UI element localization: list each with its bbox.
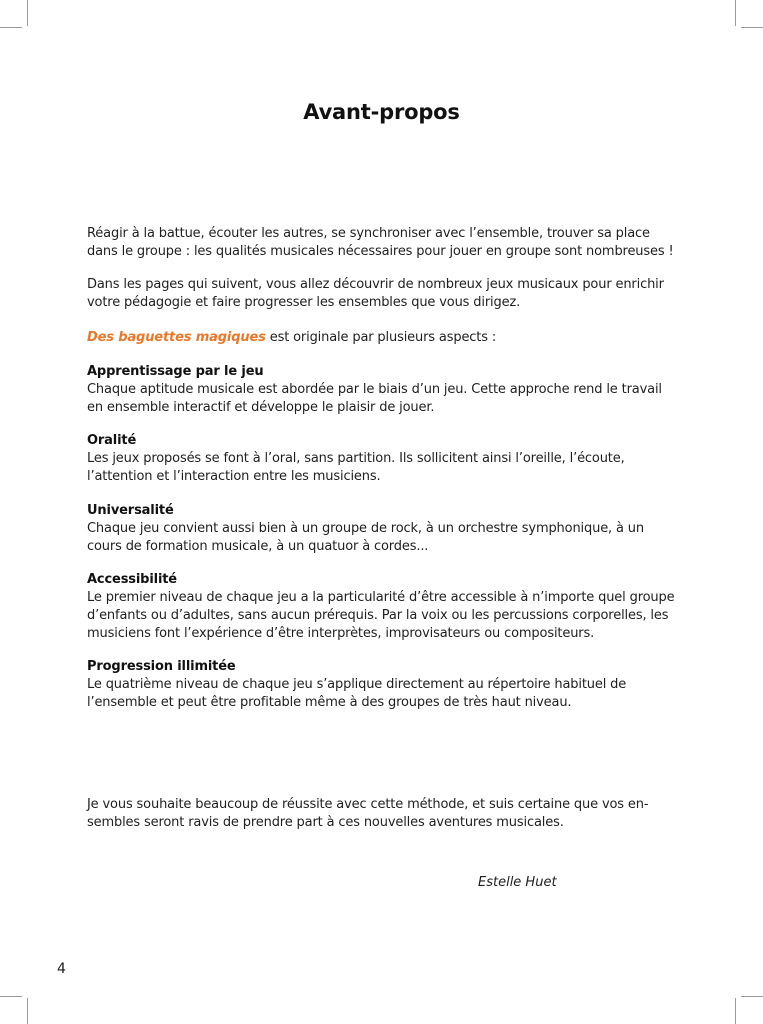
crop-mark	[27, 0, 28, 26]
intro-aspects-line	[87, 329, 687, 347]
text-line: Réagir à la battue, écouter les autres, se synchroniser avec l’ensemble, trouver sa place	[87, 226, 650, 241]
feature-section	[87, 363, 687, 417]
text-line: d’enfants ou d’adultes, sans aucun prérequis. Par la voix ou les percussions corporelles, les	[87, 608, 669, 623]
text-line: Chaque aptitude musicale est abordée par le biais d’un jeu. Cette approche rend le travail	[87, 382, 662, 397]
feature-title: Progression illimitée	[87, 659, 236, 674]
text-line: Je vous souhaite beaucoup de réussite avec cette méthode, et suis certaine que vos en-	[87, 797, 649, 812]
text-line: en ensemble interactif et développe le plaisir de jouer.	[87, 400, 435, 415]
author-signature: Estelle Huet	[478, 875, 557, 890]
closing-paragraph	[87, 796, 687, 832]
feature-section	[87, 658, 687, 712]
crop-mark	[27, 998, 28, 1024]
text-line: Les jeux proposés se font à l’oral, sans partition. Ils sollicitent ainsi l’oreille, l’écoute,	[87, 451, 625, 466]
book-title: Des baguettes magiques	[87, 330, 266, 345]
page-title: Avant-propos	[303, 100, 460, 124]
intro-paragraph-2	[87, 276, 687, 312]
text-line: Dans les pages qui suivent, vous allez découvrir de nombreux jeux musicaux pour enrichir	[87, 277, 664, 292]
text-line: l’ensemble et peut être profitable même à des groupes de très haut niveau.	[87, 695, 572, 710]
text-line: sembles seront ravis de prendre part à ces nouvelles aventures musicales.	[87, 815, 564, 830]
feature-title: Universalité	[87, 503, 174, 518]
text-line: votre pédagogie et faire progresser les ensembles que vous dirigez.	[87, 295, 521, 310]
intro-paragraph-1	[87, 225, 687, 261]
crop-mark	[735, 0, 736, 26]
feature-section	[87, 432, 687, 486]
book-title-suffix: est originale par plusieurs aspects :	[265, 330, 497, 345]
crop-mark	[741, 996, 763, 997]
crop-mark	[741, 27, 763, 28]
feature-title: Apprentissage par le jeu	[87, 364, 264, 379]
feature-section	[87, 571, 687, 643]
page-number: 4	[57, 961, 66, 977]
feature-title: Oralité	[87, 433, 137, 448]
text-line: Le premier niveau de chaque jeu a la particularité d’être accessible à n’importe quel groupe	[87, 590, 675, 605]
crop-mark	[735, 998, 736, 1024]
text-line: Le quatrième niveau de chaque jeu s’applique directement au répertoire habituel de	[87, 677, 627, 692]
crop-mark	[0, 27, 22, 28]
text-line: Chaque jeu convient aussi bien à un groupe de rock, à un orchestre symphonique, à un	[87, 521, 644, 536]
text-line: musiciens font l’expérience d’être interprètes, improvisateurs ou compositeurs.	[87, 626, 595, 641]
crop-mark	[0, 996, 22, 997]
feature-section	[87, 502, 687, 556]
text-line: dans le groupe : les qualités musicales nécessaires pour jouer en groupe sont nombreuses !	[87, 244, 674, 259]
text-line: l’attention et l’interaction entre les musiciens.	[87, 469, 381, 484]
feature-title: Accessibilité	[87, 572, 177, 587]
text-line: cours de formation musicale, à un quatuor à cordes...	[87, 539, 429, 554]
